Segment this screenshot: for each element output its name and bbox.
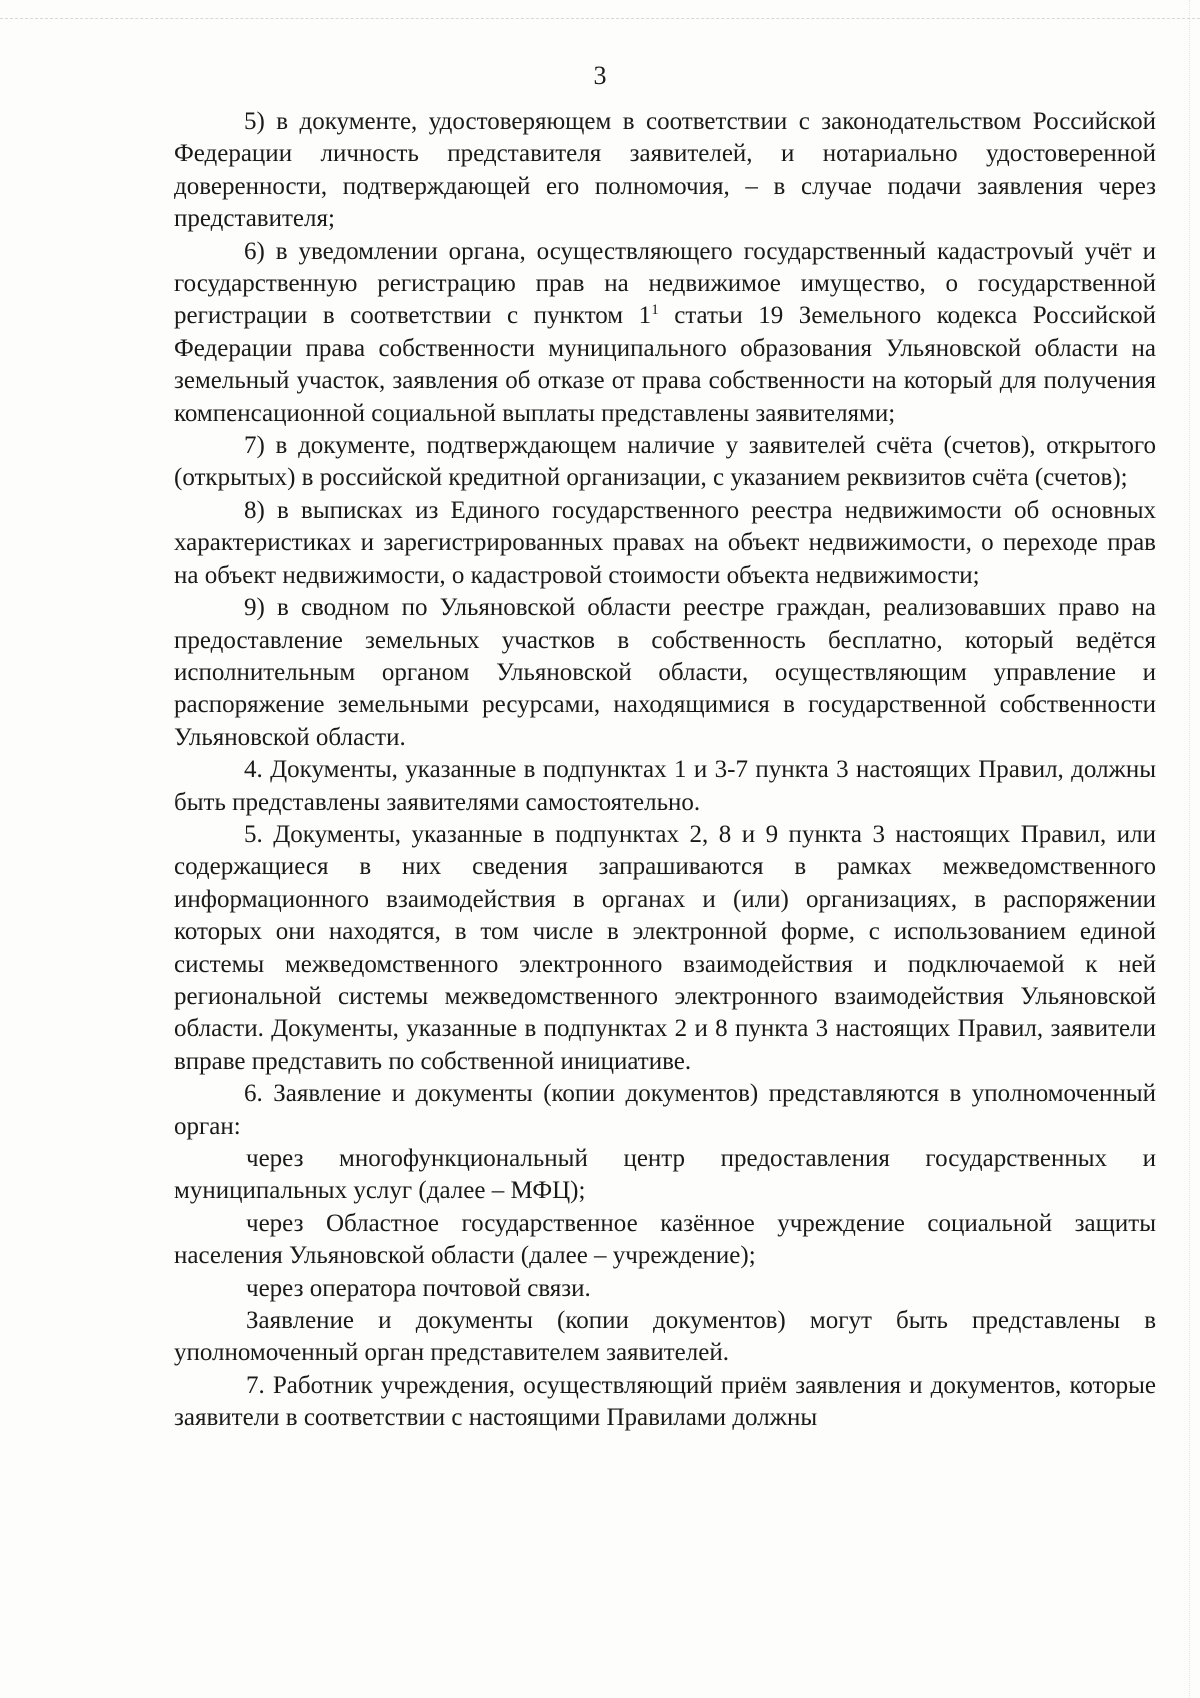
paragraph-channel-mfc: через многофункциональный центр предоставления государственных и муниципальных услуг (далее – МФЦ);	[174, 1145, 1156, 1205]
document-body	[174, 106, 1156, 1435]
paragraph-representative: Заявление и документы (копии документов) могут быть представлены в уполномоченный орган представителем заявителей.	[174, 1307, 1156, 1367]
paragraph-item-6	[174, 236, 1156, 430]
paragraph-item-5: 5) в документе, удостоверяющем в соответствии с законодательством Российской Федерации личность представителя заявителей, и нотариально удостоверенной доверенности, подтверждающей его полномочия, – в случае подачи заявления через представителя;	[174, 108, 1156, 233]
paragraph-clause-5: 5. Документы, указанные в подпунктах 2, 8 и 9 пункта 3 настоящих Правил, или содержащиеся в них сведения запрашиваются в рамках межведомственного информационного взаимодействия в органах и (или) организациях, в распоряжении которых они находятся, в том числе в электронной форме, с использованием единой системы межведомственного электронного взаимодействия и подключаемой к ней региональной системы межведомственного электронного взаимодействия Ульяновской области. Документы, указанные в подпунктах 2 и 8 пункта 3 настоящих Правил, заявители вправе представить по собственной инициативе.	[174, 820, 1156, 1075]
paragraph-item-7: 7) в документе, подтверждающем наличие у заявителей счёта (счетов), открытого (открытых) в российской кредитной организации, с указанием реквизитов счёта (счетов);	[174, 432, 1156, 492]
page-number: 3	[593, 61, 607, 90]
paragraph-clause-7: 7. Работник учреждения, осуществляющий приём заявления и документов, которые заявители в соответствии с настоящими Правилами должны	[174, 1371, 1156, 1432]
paragraph-item-9: 9) в сводном по Ульяновской области реестре граждан, реализовавших право на предоставление земельных участков в собственность бесплатно, который ведётся исполнительным органом Ульяновской области, осуществляющим управление и распоряжение земельными ресурсами, находящимися в государственной собственности Ульяновской области.	[174, 594, 1156, 751]
paragraph-channel-post: через оператора почтовой связи.	[246, 1274, 591, 1302]
paragraph-channel-institution: через Областное государственное казённое учреждение социальной защиты населения Ульяновской области (далее – учреждение);	[174, 1209, 1156, 1270]
scan-edge-top	[0, 18, 1200, 21]
paragraph-item-6-text: 6) в уведомлении органа, осуществляющего государственный кадастроvый учёт и государственную регистрацию прав на недвижимое имущество, о государственной регистрации в соответствии с пунктом 1	[174, 237, 1156, 330]
paragraph-clause-4: 4. Документы, указанные в подпунктах 1 и 3-7 пункта 3 настоящих Правил, должны быть представлены заявителями самостоятельно.	[174, 756, 1156, 816]
superscript-marker: 1	[651, 302, 659, 319]
paragraph-clause-6: 6. Заявление и документы (копии документов) представляются в уполномоченный орган:	[174, 1080, 1156, 1140]
scan-edge-right	[1188, 0, 1190, 1698]
paragraph-item-8: 8) в выписках из Единого государственного реестра недвижимости об основных характеристиках и зарегистрированных правах на объект недвижимости, о переходе прав на объект недвижимости, о кадастровой стоимости объекта недвижимости;	[174, 496, 1156, 589]
paragraph-item-6-text-continued: статьи 19 Земельного кодекса Российской Федерации права собственности муниципального образования Ульяновской области на земельный участок, заявления об отказе от права собственности на который для получения компенсационной социальной выплаты представлены заявителями;	[174, 302, 1157, 427]
